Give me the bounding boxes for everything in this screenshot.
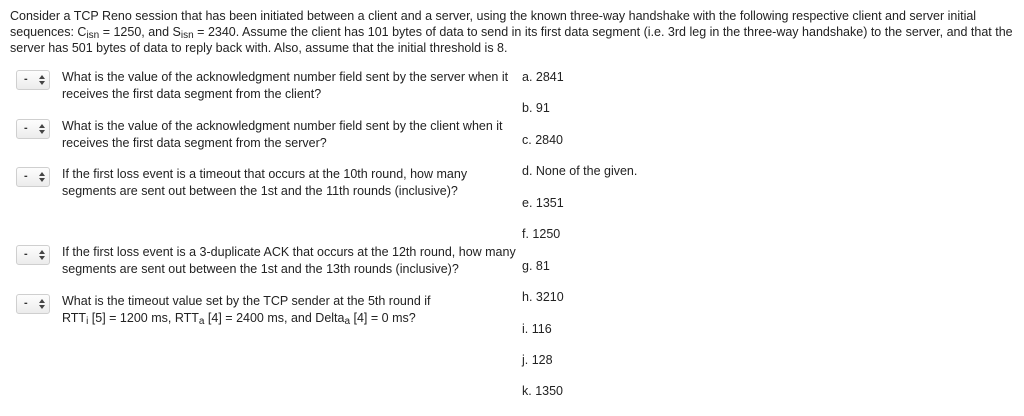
answer-option-c: c. 2840 (522, 133, 564, 147)
select-value: - (24, 297, 28, 309)
answer-option-i: i. 116 (522, 322, 552, 336)
question-text: What is the value of the acknowledgment number field sent by the server when it receives the first data segment from the client? (62, 70, 509, 101)
select-value: - (24, 122, 28, 134)
answer-select-3[interactable] (16, 167, 50, 187)
select-arrows-icon (38, 123, 46, 135)
answer-option-e: e. 1351 (522, 196, 564, 210)
problem-statement: Consider a TCP Reno session that has been initiated between a client and a server, using the known three-way handshake with the following respective client and server initial sequences: $C_{isn} = 1250$, and $S_{isn} = 2340$. Assume the client has 101 bytes of data to send in its first data segment (i.e. 3rd leg in the three-way handshake) to the server, and that the server has 501 bytes of data to reply back with. Also, assume that the initial threshold is 8. (10, 9, 1013, 55)
answer-option-a: a. 2841 (522, 70, 564, 84)
select-arrows-icon (38, 249, 46, 261)
select-arrows-icon (38, 298, 46, 310)
answer-select-1[interactable] (16, 70, 50, 90)
answer-select-4[interactable] (16, 245, 50, 265)
answer-select-5[interactable] (16, 294, 50, 314)
select-arrows-icon (38, 171, 46, 183)
answer-option-h: h. 3210 (522, 290, 564, 304)
answer-select-2[interactable] (16, 119, 50, 139)
select-value: - (24, 73, 28, 85)
select-value: - (24, 248, 28, 260)
select-arrows-icon (38, 74, 46, 86)
select-value: - (24, 170, 28, 182)
question-text: If the first loss event is a 3-duplicate ACK that occurs at the 12th round, how many segments are sent out between the 1st and the 13th rounds (inclusive)? (62, 245, 516, 276)
answer-option-b: b. 91 (522, 101, 550, 115)
answer-option-k: k. 1350 (522, 384, 564, 398)
answer-option-f: f. 1250 (522, 227, 561, 241)
answer-option-j: j. 128 (522, 353, 553, 367)
answer-option-d: d. None of the given. (522, 164, 638, 178)
question-text: If the first loss event is a timeout that occurs at the 10th round, how many segments are sent out between the 1st and the 11th rounds (inclusive)? (62, 167, 468, 198)
question-text: What is the value of the acknowledgment number field sent by the client when it receives the first data segment from the server? (62, 119, 503, 150)
answer-option-g: g. 81 (522, 259, 550, 273)
question-text: What is the timeout value set by the TCP sender at the 5th round if $RTT_i$ [5] = 1200 ms, $RTT_a$ [4] = 2400 ms, and Delta$_a$ [4] = 0 ms? (62, 294, 431, 327)
